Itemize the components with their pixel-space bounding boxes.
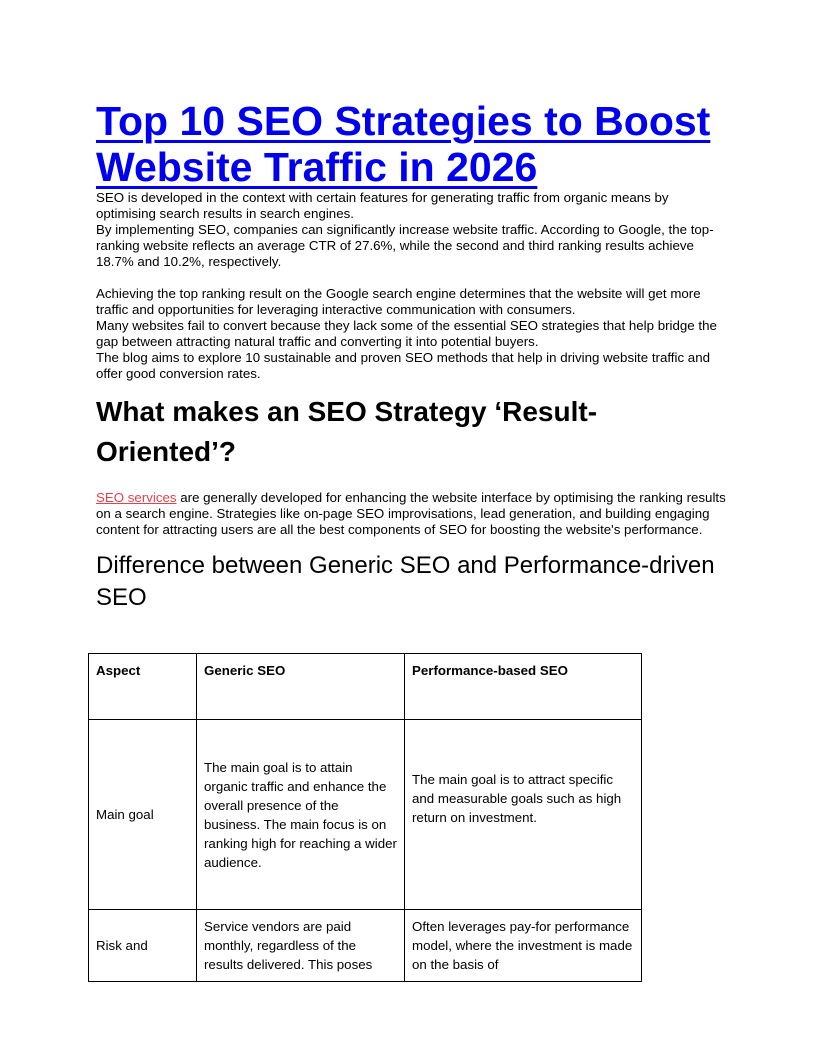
cell-performance: The main goal is to attract specific and measurable goals such as high return on investment. [405, 720, 642, 910]
title-link[interactable] [96, 98, 710, 190]
cell-aspect: Risk and [89, 910, 197, 982]
table-header-row [89, 654, 642, 720]
title-line-2: Website Traffic in 2026 [96, 144, 538, 190]
header-aspect: Aspect [89, 654, 197, 720]
page-title [96, 96, 726, 190]
section-heading-difference: Difference between Generic SEO and Performance-driven SEO [96, 552, 715, 611]
document-page [96, 96, 726, 614]
table-row [89, 910, 642, 982]
section-heading-result-oriented: What makes an SEO Strategy ‘Result-Oriented’? [96, 396, 598, 467]
intro-paragraph-1: SEO is developed in the context with certain features for generating traffic from organic means by optimising search results in search engines. [96, 190, 669, 221]
cell-generic: The main goal is to attain organic traffic and enhance the overall presence of the business. The main focus is on ranking high for reaching a wider audience. [197, 720, 405, 910]
header-performance-seo: Performance-based SEO [405, 654, 642, 720]
intro-paragraph-5: The blog aims to explore 10 sustainable and proven SEO methods that help in driving website traffic and offer good conversion rates. [96, 350, 710, 381]
intro-paragraph-2: By implementing SEO, companies can significantly increase website traffic. According to Google, the top-ranking website reflects an average CTR of 27.6%, while the second and third ranking results achieve 18.7% and 10.2%, respectively. [96, 222, 714, 269]
comparison-table [88, 653, 642, 982]
title-line-1: Top 10 SEO Strategies to Boost [96, 98, 711, 144]
header-generic-seo: Generic SEO [197, 654, 405, 720]
intro-paragraph-3: Achieving the top ranking result on the Google search engine determines that the website will get more traffic and opportunities for leveraging interactive communication with consumers. [96, 286, 701, 317]
intro-paragraph-4: Many websites fail to convert because they lack some of the essential SEO strategies that help bridge the gap between attracting natural traffic and converting it into potential buyers. [96, 318, 717, 349]
section1-body-text: are generally developed for enhancing the website interface by optimising the ranking results on a search engine. Strategies like on-page SEO improvisations, lead generation, and building engaging content for attracting users are all the best components of SEO for boosting the website's performance. [96, 490, 726, 537]
table-row [89, 720, 642, 910]
seo-services-link[interactable]: SEO services [96, 490, 177, 505]
cell-aspect: Main goal [89, 720, 197, 910]
cell-performance: Often leverages pay-for performance model, where the investment is made on the basis of [405, 910, 642, 982]
section1-paragraph [96, 490, 726, 538]
cell-generic: Service vendors are paid monthly, regardless of the results delivered. This poses [197, 910, 405, 982]
